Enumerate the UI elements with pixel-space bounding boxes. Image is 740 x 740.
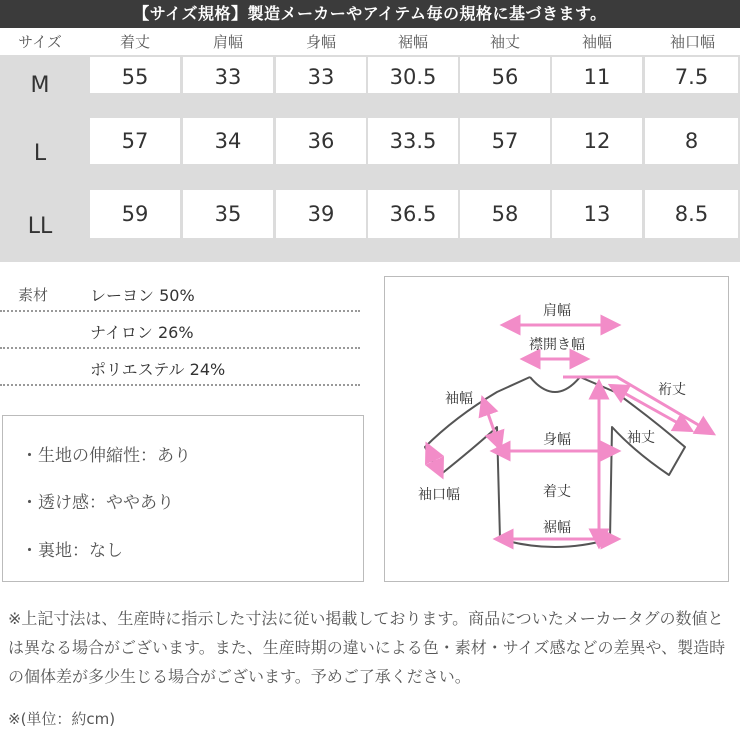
label-sleeve-length: 袖丈: [627, 430, 655, 446]
cell-ll-length: 59: [90, 190, 180, 238]
cell-l-body-width: 36: [276, 118, 366, 164]
cell-l-sleeve-width: 12: [552, 118, 642, 164]
label-cuff-width: 袖口幅: [418, 487, 460, 503]
measurement-diagram: [384, 276, 729, 582]
cell-l-cuff-width: 8: [645, 118, 738, 164]
fabric-properties-box: [2, 415, 364, 582]
label-sleeve-width: 袖幅: [445, 391, 473, 407]
column-header-sleeve-length: 袖丈: [489, 33, 520, 51]
property-stretch: ・生地の伸縮性：あり: [21, 446, 191, 466]
size-spec-banner: 【サイズ規格】製造メーカーやアイテム毎の規格に基づきます。: [0, 0, 740, 28]
garment-diagram-svg: [385, 277, 728, 581]
size-column-header: サイズ: [18, 33, 62, 51]
cell-m-sleeve-length: 56: [460, 57, 550, 93]
column-header-body-width: 身幅: [305, 33, 336, 51]
cell-ll-hem-width: 36.5: [368, 190, 458, 238]
column-header-length: 着丈: [119, 33, 150, 51]
label-body-width: 身幅: [543, 432, 571, 448]
cell-ll-body-width: 39: [276, 190, 366, 238]
cell-l-shoulder: 34: [183, 118, 273, 164]
label-neck: 襟開き幅: [529, 337, 585, 353]
size-label-l: L: [0, 118, 80, 188]
material-item: ポリエステル 24%: [90, 360, 226, 379]
material-item: ナイロン 26%: [90, 323, 194, 342]
property-lining: ・裏地：なし: [21, 541, 123, 561]
cell-m-cuff-width: 7.5: [645, 57, 738, 93]
cell-ll-shoulder: 35: [183, 190, 273, 238]
cell-l-sleeve-length: 57: [460, 118, 550, 164]
label-shoulder: 肩幅: [543, 303, 571, 319]
column-header-sleeve-width: 袖幅: [581, 33, 612, 51]
cell-ll-sleeve-length: 58: [460, 190, 550, 238]
cell-m-length: 55: [90, 57, 180, 93]
cell-m-hem-width: 30.5: [368, 57, 458, 93]
cell-m-sleeve-width: 11: [552, 57, 642, 93]
column-header-cuff-width: 袖口幅: [669, 33, 715, 51]
divider: [0, 347, 360, 349]
label-yuki: 裄丈: [658, 382, 686, 398]
cell-ll-sleeve-width: 13: [552, 190, 642, 238]
cell-m-shoulder: 33: [183, 57, 273, 93]
cell-l-hem-width: 33.5: [368, 118, 458, 164]
material-label: 素材: [18, 286, 49, 304]
column-header-shoulder: 肩幅: [212, 33, 243, 51]
cell-l-length: 57: [90, 118, 180, 164]
material-item: レーヨン 50%: [90, 286, 195, 305]
label-hem-width: 裾幅: [543, 520, 571, 536]
cell-m-body-width: 33: [276, 57, 366, 93]
size-label-m: M: [0, 55, 80, 116]
divider: [0, 384, 360, 386]
disclaimer-note: ※上記寸法は、生産時に指示した寸法に従い掲載しております。商品についたメーカータグの数値とは異なる場合がございます。また、生産時期の違いによる色・素材・サイズ感などの差異や、製造時の個体差が多少生じる場合がございます。予めご了承ください。: [8, 609, 726, 686]
divider: [0, 310, 360, 312]
unit-note: ※(単位：約cm): [8, 710, 116, 728]
size-label-ll: LL: [0, 190, 80, 262]
column-header-hem-width: 裾幅: [397, 33, 428, 51]
cell-ll-cuff-width: 8.5: [645, 190, 738, 238]
property-sheerness: ・透け感：ややあり: [21, 493, 174, 513]
label-length: 着丈: [543, 484, 571, 500]
